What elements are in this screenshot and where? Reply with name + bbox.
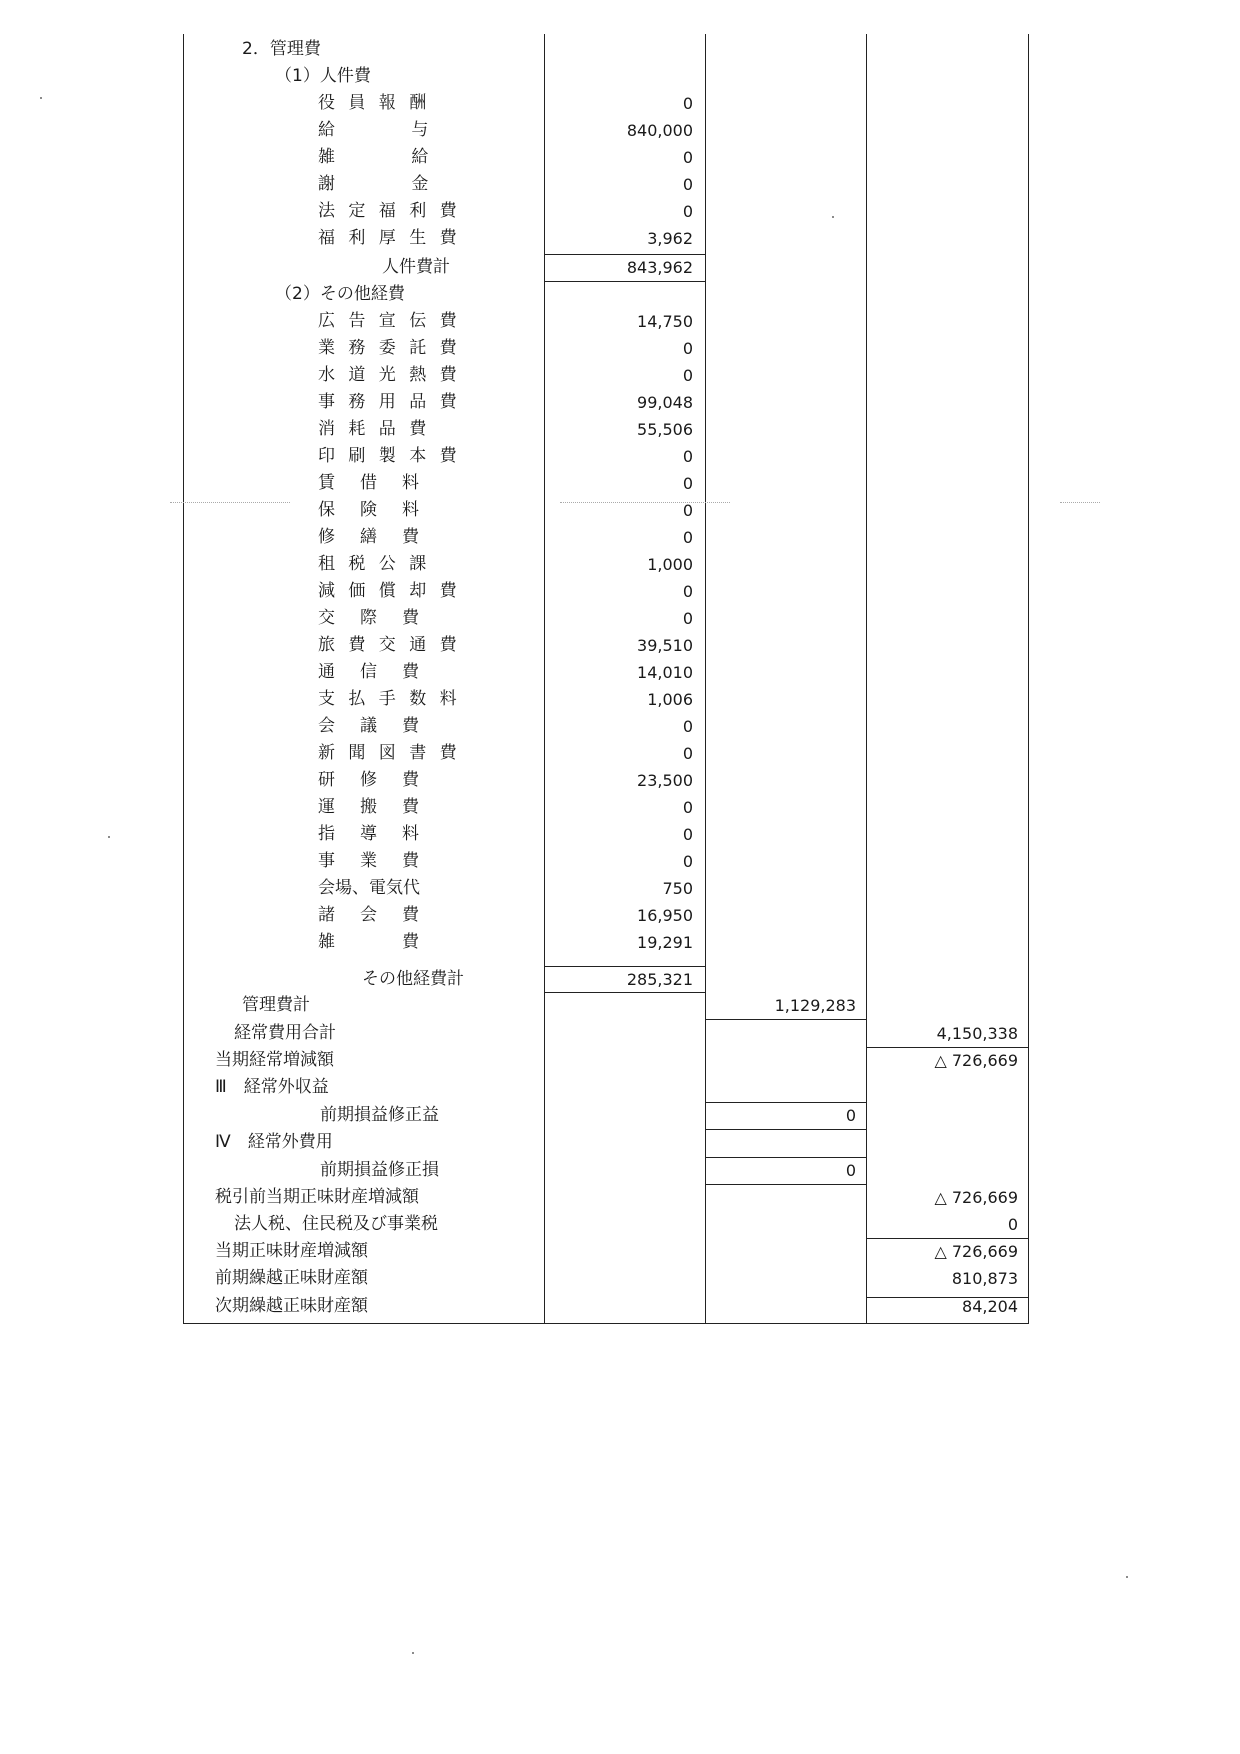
- other-total-row: [0, 966, 1240, 993]
- row-label: 減 価 償 却 費: [318, 581, 461, 601]
- row-value: 0: [682, 366, 693, 385]
- row-value: 3,962: [647, 229, 693, 248]
- table-row: [0, 740, 1240, 767]
- table-row: [0, 443, 1240, 470]
- table-row: [0, 767, 1240, 794]
- bottom-border: [183, 1323, 1029, 1324]
- extraordinary-income-label: Ⅲ 経常外収益: [215, 1077, 329, 1097]
- row-value: 0: [682, 474, 693, 493]
- row-value: 0: [682, 852, 693, 871]
- section-heading-row: [0, 36, 1240, 63]
- table-row: [0, 875, 1240, 902]
- scan-speck: [412, 1652, 414, 1654]
- ordinary-change-label: 当期経常増減額: [215, 1050, 334, 1070]
- row-label: 修 繕 費: [318, 527, 423, 547]
- table-row: [0, 794, 1240, 821]
- table-row: [0, 929, 1240, 956]
- row-label: 指 導 料: [318, 824, 423, 844]
- table-row: [0, 144, 1240, 171]
- row-value: 0: [682, 94, 693, 113]
- personnel-group-row: [0, 63, 1240, 90]
- management-total-label: 管理費計: [242, 995, 310, 1015]
- taxes-value: 0: [1007, 1215, 1018, 1234]
- table-row: [0, 225, 1240, 252]
- row-value: 0: [682, 582, 693, 601]
- row-value: 16,950: [637, 906, 693, 925]
- row-label: 旅 費 交 通 費: [318, 635, 461, 655]
- table-row: [0, 335, 1240, 362]
- table-row: [0, 171, 1240, 198]
- row-label: 事 務 用 品 費: [318, 392, 461, 412]
- other-total-value: 285,321: [626, 970, 693, 989]
- table-row: [0, 389, 1240, 416]
- row-value: 0: [682, 528, 693, 547]
- row-label: 福 利 厚 生 費: [318, 228, 461, 248]
- row-label: 会場、電気代: [318, 878, 420, 898]
- other-total-label: その他経費計: [362, 969, 464, 989]
- taxes-row: [0, 1211, 1240, 1238]
- table-row: [0, 821, 1240, 848]
- row-value: 0: [682, 447, 693, 466]
- net-change-row: [0, 1238, 1240, 1265]
- extraordinary-expense-item-row: [0, 1157, 1240, 1184]
- other-group-heading: （2）その他経費: [275, 284, 405, 304]
- next-balance-value: 84,204: [962, 1297, 1018, 1316]
- row-value: 23,500: [637, 771, 693, 790]
- row-label: 謝 金: [318, 174, 433, 194]
- row-label: 新 聞 図 書 費: [318, 743, 461, 763]
- ordinary-expense-total-label: 経常費用合計: [234, 1023, 336, 1043]
- row-label: 研 修 費: [318, 770, 423, 790]
- extraordinary-income-item-value: 0: [845, 1106, 856, 1125]
- extraordinary-income-item-label: 前期損益修正益: [320, 1105, 439, 1125]
- prior-balance-row: [0, 1265, 1240, 1292]
- row-value: 14,750: [637, 312, 693, 331]
- extraordinary-income-item-row: [0, 1102, 1240, 1129]
- row-label: 支 払 手 数 料: [318, 689, 461, 709]
- scan-speck: [1126, 1576, 1128, 1578]
- row-label: 雑 給: [318, 147, 433, 167]
- table-row: [0, 713, 1240, 740]
- row-value: 0: [682, 825, 693, 844]
- extraordinary-expense-row: [0, 1129, 1240, 1156]
- table-row: [0, 686, 1240, 713]
- row-value: 0: [682, 798, 693, 817]
- table-row: [0, 632, 1240, 659]
- ordinary-change-row: [0, 1047, 1240, 1074]
- next-balance-label: 次期繰越正味財産額: [215, 1296, 368, 1316]
- row-label: 保 険 料: [318, 500, 423, 520]
- table-row: [0, 362, 1240, 389]
- row-label: 運 搬 費: [318, 797, 423, 817]
- table-row: [0, 416, 1240, 443]
- table-row: [0, 90, 1240, 117]
- row-value: 0: [682, 339, 693, 358]
- row-label: 水 道 光 熱 費: [318, 365, 461, 385]
- table-row: [0, 902, 1240, 929]
- prior-balance-label: 前期繰越正味財産額: [215, 1268, 368, 1288]
- table-row: [0, 497, 1240, 524]
- table-row: [0, 551, 1240, 578]
- row-label: 諸 会 費: [318, 905, 423, 925]
- row-label: 事 業 費: [318, 851, 423, 871]
- row-label: 通 信 費: [318, 662, 423, 682]
- row-value: 14,010: [637, 663, 693, 682]
- pretax-change-value: △ 726,669: [934, 1188, 1018, 1207]
- row-value: 39,510: [637, 636, 693, 655]
- table-row: [0, 659, 1240, 686]
- row-value: 0: [682, 501, 693, 520]
- table-row: [0, 848, 1240, 875]
- row-label: 交 際 費: [318, 608, 423, 628]
- row-label: 印 刷 製 本 費: [318, 446, 461, 466]
- extraordinary-income-row: [0, 1074, 1240, 1101]
- row-value: 1,006: [647, 690, 693, 709]
- row-value: 0: [682, 717, 693, 736]
- personnel-total-row: [0, 254, 1240, 281]
- personnel-total-label: 人件費計: [382, 257, 450, 277]
- row-value: 0: [682, 744, 693, 763]
- table-row: [0, 470, 1240, 497]
- row-value: 55,506: [637, 420, 693, 439]
- prior-balance-value: 810,873: [951, 1269, 1018, 1288]
- table-row: [0, 605, 1240, 632]
- row-label: 広 告 宣 伝 費: [318, 311, 461, 331]
- row-value: 99,048: [637, 393, 693, 412]
- taxes-label: 法人税、住民税及び事業税: [234, 1214, 438, 1234]
- pretax-change-label: 税引前当期正味財産増減額: [215, 1187, 419, 1207]
- row-label: 業 務 委 託 費: [318, 338, 461, 358]
- row-label: 会 議 費: [318, 716, 423, 736]
- row-value: 0: [682, 202, 693, 221]
- ordinary-expense-total-value: 4,150,338: [936, 1024, 1018, 1043]
- table-row: [0, 578, 1240, 605]
- other-group-row: [0, 281, 1240, 308]
- ordinary-change-value: △ 726,669: [934, 1051, 1018, 1070]
- row-value: 19,291: [637, 933, 693, 952]
- row-label: 租 税 公 課: [318, 554, 431, 574]
- row-value: 1,000: [647, 555, 693, 574]
- row-label: 雑 費: [318, 932, 423, 952]
- pretax-change-row: [0, 1184, 1240, 1211]
- next-balance-row: [0, 1293, 1240, 1320]
- personnel-total-value: 843,962: [626, 258, 693, 277]
- row-value: 0: [682, 609, 693, 628]
- row-label: 賃 借 料: [318, 473, 423, 493]
- net-change-value: △ 726,669: [934, 1242, 1018, 1261]
- section-heading: 2．管理費: [242, 39, 321, 59]
- row-value: 0: [682, 148, 693, 167]
- table-row: [0, 117, 1240, 144]
- row-value: 0: [682, 175, 693, 194]
- row-value: 840,000: [626, 121, 693, 140]
- net-change-label: 当期正味財産増減額: [215, 1241, 368, 1261]
- personnel-group-heading: （1）人件費: [275, 66, 371, 86]
- row-label: 給 与: [318, 120, 433, 140]
- row-value: 750: [662, 879, 693, 898]
- management-total-row: [0, 992, 1240, 1019]
- table-row: [0, 308, 1240, 335]
- extraordinary-expense-item-value: 0: [845, 1161, 856, 1180]
- row-label: 法 定 福 利 費: [318, 201, 461, 221]
- extraordinary-expense-item-label: 前期損益修正損: [320, 1160, 439, 1180]
- management-total-value: 1,129,283: [774, 996, 856, 1015]
- table-row: [0, 524, 1240, 551]
- row-label: 消 耗 品 費: [318, 419, 431, 439]
- extraordinary-expense-label: Ⅳ 経常外費用: [215, 1132, 333, 1152]
- row-label: 役 員 報 酬: [318, 93, 431, 113]
- table-row: [0, 198, 1240, 225]
- ordinary-expense-total-row: [0, 1020, 1240, 1047]
